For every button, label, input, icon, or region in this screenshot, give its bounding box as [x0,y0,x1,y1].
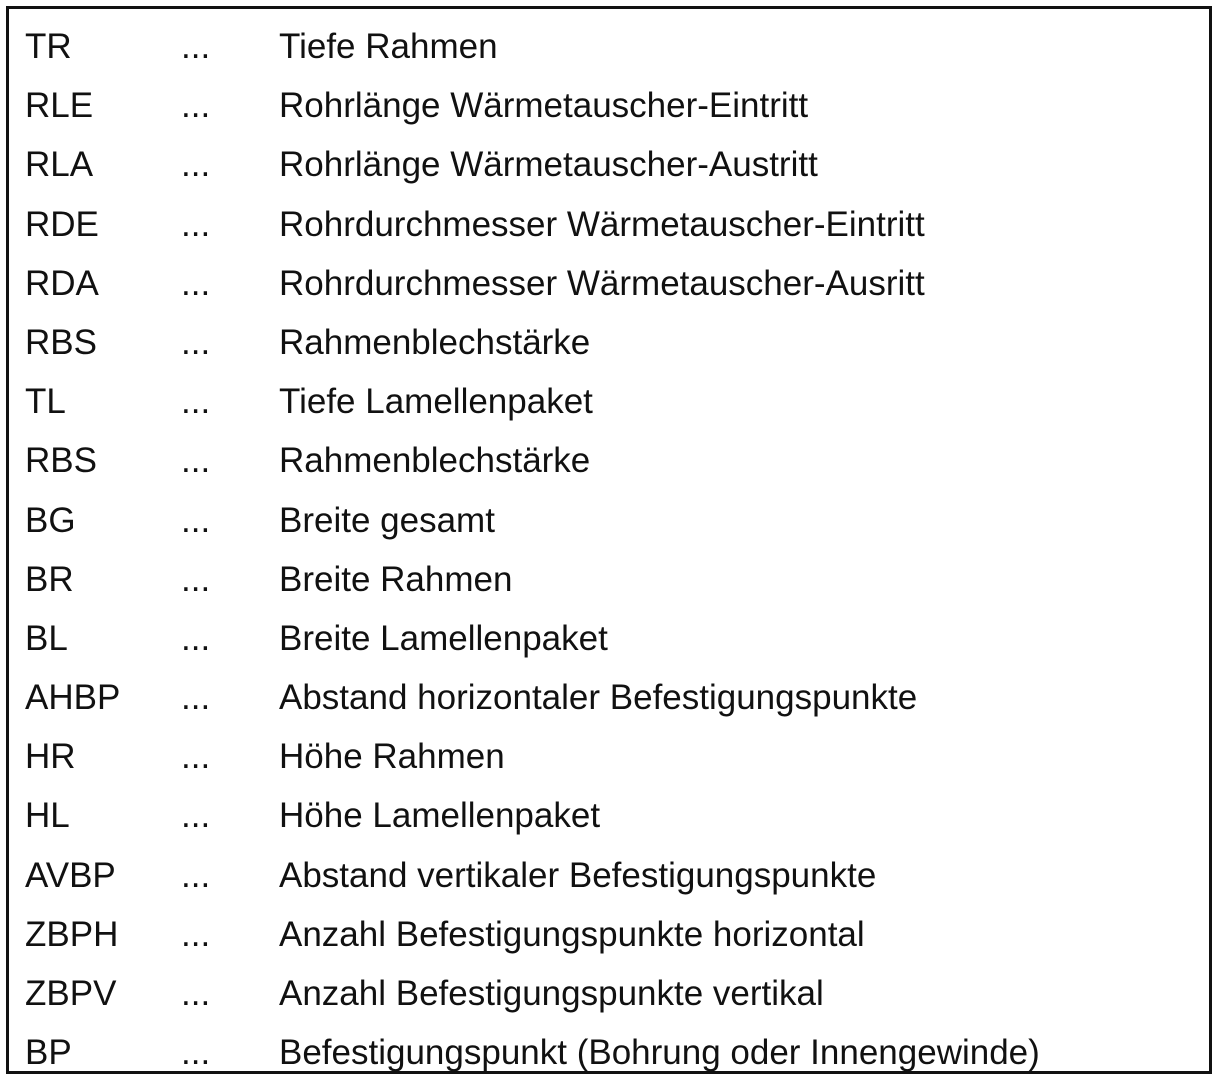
legend-description: Anzahl Befestigungspunkte horizontal [279,914,865,954]
legend-description: Rahmenblechstärke [279,322,591,362]
legend-separator: ... [181,322,211,362]
legend-row [25,76,1209,135]
legend-separator: ... [181,914,211,954]
legend-description: Breite Rahmen [279,559,513,599]
legend-separator: ... [181,1033,211,1073]
legend-row [25,431,1209,490]
legend-description: Tiefe Rahmen [279,27,498,66]
legend-abbr: BR [25,559,74,599]
legend-row [25,846,1209,905]
legend-row [25,491,1209,550]
legend-description: Höhe Lamellenpaket [279,796,601,836]
legend-separator: ... [181,382,211,422]
legend-abbr: HR [25,737,76,777]
legend-row [25,254,1209,313]
legend-description: Abstand horizontaler Befestigungspunkte [279,678,918,718]
legend-separator: ... [181,737,211,777]
legend-row [25,905,1209,964]
legend-abbr: RDE [25,204,99,244]
legend-abbr: RBS [25,441,97,481]
legend-abbr: ZBPV [25,974,117,1013]
legend-row [25,313,1209,372]
legend-description: Höhe Rahmen [279,737,505,777]
legend-description: Breite Lamellenpaket [279,618,608,658]
legend-abbr: AHBP [25,678,121,718]
legend-description: Befestigungspunkt (Bohrung oder Innengewinde) [279,1033,1040,1073]
legend-row [25,135,1209,194]
legend-row [25,1023,1209,1082]
legend-description: Rohrlänge Wärmetauscher-Austritt [279,145,818,185]
legend-separator: ... [181,441,211,481]
legend-separator: ... [181,500,211,540]
legend-description: Tiefe Lamellenpaket [279,382,593,422]
legend-description: Rohrlänge Wärmetauscher-Eintritt [279,86,809,126]
legend-separator: ... [181,145,211,185]
legend-list [25,27,1209,1082]
legend-separator: ... [181,263,211,303]
legend-separator: ... [181,618,211,658]
legend-row [25,17,1209,76]
legend-description: Abstand vertikaler Befestigungspunkte [279,855,877,895]
legend-description: Rahmenblechstärke [279,441,591,481]
legend-abbr: RLE [25,86,94,126]
legend-abbr: RDA [25,263,99,303]
legend-row [25,195,1209,254]
legend-abbr: TL [25,382,66,422]
legend-row [25,727,1209,786]
legend-row [25,786,1209,845]
legend-abbr: RLA [25,145,94,185]
legend-description: Anzahl Befestigungspunkte vertikal [279,974,824,1013]
legend-abbr: BP [25,1033,72,1073]
legend-separator: ... [181,974,211,1013]
legend-separator: ... [181,796,211,836]
legend-separator: ... [181,855,211,895]
legend-row [25,609,1209,668]
legend-abbr: HL [25,796,70,836]
legend-separator: ... [181,86,211,126]
legend-separator: ... [181,678,211,718]
legend-row [25,668,1209,727]
legend-separator: ... [181,204,211,244]
legend-abbr: ZBPH [25,914,119,954]
legend-row [25,550,1209,609]
legend-separator: ... [181,27,211,66]
legend-row [25,372,1209,431]
legend-description: Rohrdurchmesser Wärmetauscher-Eintritt [279,204,925,244]
legend-separator: ... [181,559,211,599]
legend-description: Rohrdurchmesser Wärmetauscher-Ausritt [279,263,925,303]
legend-abbr: RBS [25,322,97,362]
legend-abbr: TR [25,27,72,66]
legend-row [25,964,1209,1023]
legend-abbr: BG [25,500,76,540]
legend-box [6,6,1212,1074]
legend-abbr: BL [25,618,68,658]
legend-abbr: AVBP [25,855,116,895]
legend-description: Breite gesamt [279,500,495,540]
